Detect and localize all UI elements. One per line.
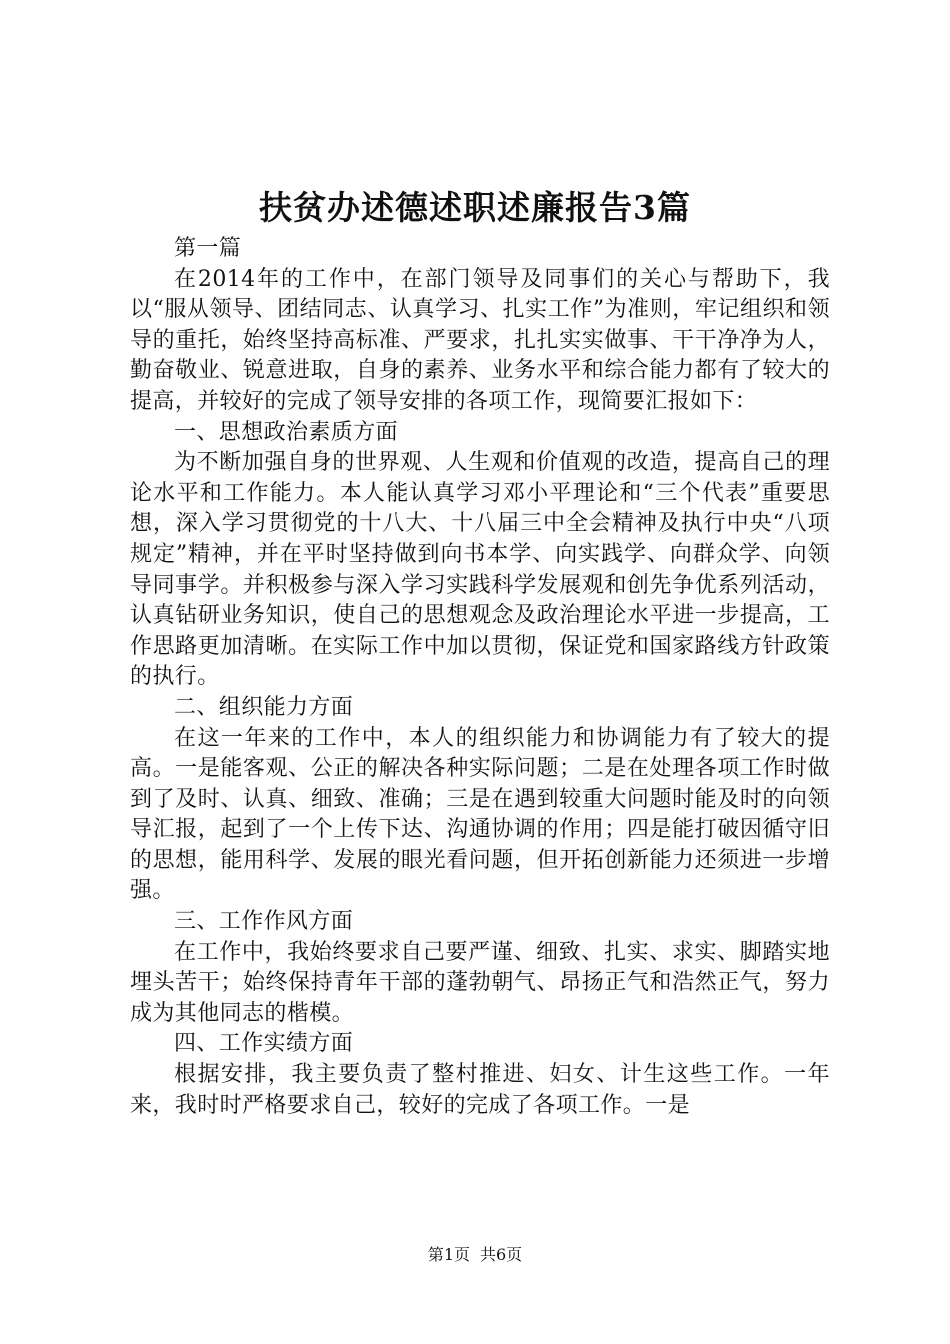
paragraph: 在这一年来的工作中，本人的组织能力和协调能力有了较大的提高。一是能客观、公正的解决各种实际问题；二是在处理各项工作时做到了及时、认真、细致、准确；三是在遇到较重大问题时能及时的向领导汇报，起到了一个上传下达、沟通协调的作用；四是能打破因循守旧的思想，能用科学、发展的眼光看问题，但开拓创新能力还须进一步增强。 bbox=[130, 725, 830, 904]
section-heading: 二、组织能力方面 bbox=[174, 694, 354, 720]
paragraph: 根据安排，我主要负责了整村推进、妇女、计生这些工作。一年来，我时时严格要求自己，较好的完成了各项工作。一是 bbox=[130, 1062, 830, 1118]
section-heading: 第一篇 bbox=[174, 236, 242, 261]
page-total: 共6页 bbox=[480, 1245, 523, 1264]
section-heading: 一、思想政治素质方面 bbox=[174, 419, 399, 445]
page-footer bbox=[0, 1244, 950, 1266]
document-body bbox=[130, 234, 830, 1121]
paragraph: 在2014年的工作中，在部门领导及同事们的关心与帮助下，我以“服从领导、团结同志、认真学习、扎实工作”为准则，牢记组织和领导的重托，始终坚持高标准、严要求，扎扎实实做事、干干净净为人，勤奋敬业、锐意进取，自身的素养、业务水平和综合能力都有了较大的提高，并较好的完成了领导安排的各项工作，现简要汇报如下： bbox=[130, 266, 830, 414]
document-title: 扶贫办述德述职述廉报告3篇 bbox=[259, 188, 691, 227]
paragraph: 在工作中，我始终要求自己要严谨、细致、扎实、求实、脚踏实地埋头苦干；始终保持青年干部的蓬勃朝气、昂扬正气和浩然正气，努力成为其他同志的楷模。 bbox=[130, 939, 830, 1026]
paragraph: 为不断加强自身的世界观、人生观和价值观的改造，提高自己的理论水平和工作能力。本人能认真学习邓小平理论和“三个代表”重要思想，深入学习贯彻党的十八大、十八届三中全会精神及执行中央“八项规定”精神，并在平时坚持做到向书本学、向实践学、向群众学、向领导同事学。并积极参与深入学习实践科学发展观和创先争优系列活动，认真钻研业务知识，使自己的思想观念及政治理论水平进一步提高，工作思路更加清晰。在实际工作中加以贯彻，保证党和国家路线方针政策的执行。 bbox=[130, 450, 830, 690]
page-number: 第1页 bbox=[427, 1245, 470, 1264]
section-heading: 四、工作实绩方面 bbox=[174, 1031, 354, 1057]
section-heading: 三、工作作风方面 bbox=[174, 909, 354, 935]
